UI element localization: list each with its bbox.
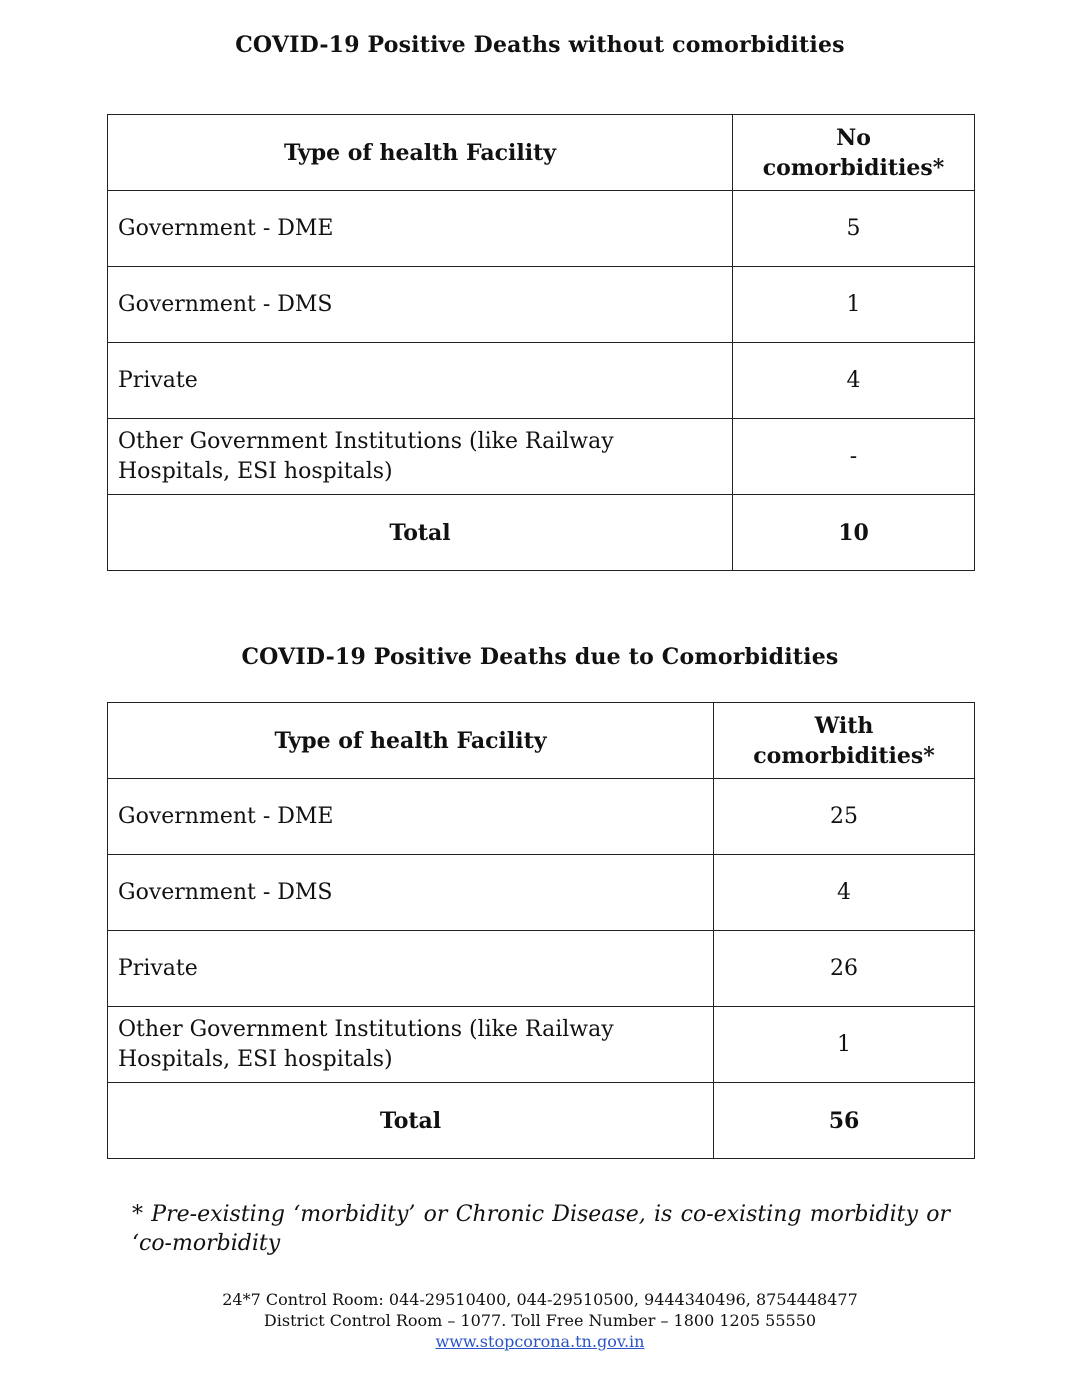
header-with-comorbidities: With comorbidities* [714,703,975,779]
table1-title: COVID-19 Positive Deaths without comorbidities [235,32,845,58]
death-count: 26 [714,931,975,1007]
table2-title: COVID-19 Positive Deaths due to Comorbidities [241,644,839,670]
facility-name: Government - DMS [108,855,714,931]
total-label: Total [108,495,733,571]
total-value: 56 [714,1083,975,1159]
facility-name: Private [108,931,714,1007]
total-value: 10 [733,495,975,571]
header-facility-type: Type of health Facility [108,115,733,191]
table-header-row [108,703,975,779]
total-row [108,1083,975,1159]
table-row [108,419,975,495]
footer-link-line [0,1332,1080,1352]
facility-name: Government - DME [108,191,733,267]
total-row [108,495,975,571]
death-count: 1 [714,1007,975,1083]
table-row [108,267,975,343]
table-row [108,855,975,931]
table-header-row [108,115,975,191]
facility-name: Other Government Institutions (like Railway Hospitals, ESI hospitals) [108,419,733,495]
facility-name: Other Government Institutions (like Railway Hospitals, ESI hospitals) [108,1007,714,1083]
table-row [108,343,975,419]
facility-name: Private [108,343,733,419]
control-room-numbers: 24*7 Control Room: 044-29510400, 044-29510500, 9444340496, 8754448477 [222,1290,858,1309]
facility-name: Government - DMS [108,267,733,343]
deaths-without-comorbidities-table [107,114,975,571]
death-count: - [733,419,975,495]
death-count: 4 [714,855,975,931]
table-row [108,191,975,267]
table-row [108,931,975,1007]
district-control-room: District Control Room – 1077. Toll Free Number – 1800 1205 55550 [263,1311,817,1330]
facility-name: Government - DME [108,779,714,855]
stopcorona-website-link[interactable]: www.stopcorona.tn.gov.in [435,1332,645,1351]
death-count: 1 [733,267,975,343]
table-row [108,1007,975,1083]
total-label: Total [108,1083,714,1159]
death-count: 25 [714,779,975,855]
death-count: 5 [733,191,975,267]
deaths-with-comorbidities-table [107,702,975,1159]
table-row [108,779,975,855]
comorbidity-footnote: * Pre-existing ‘morbidity’ or Chronic Disease, is co-existing morbidity or ‘co-morbidity [132,1202,950,1256]
header-facility-type: Type of health Facility [108,703,714,779]
header-no-comorbidities: No comorbidities* [733,115,975,191]
death-count: 4 [733,343,975,419]
